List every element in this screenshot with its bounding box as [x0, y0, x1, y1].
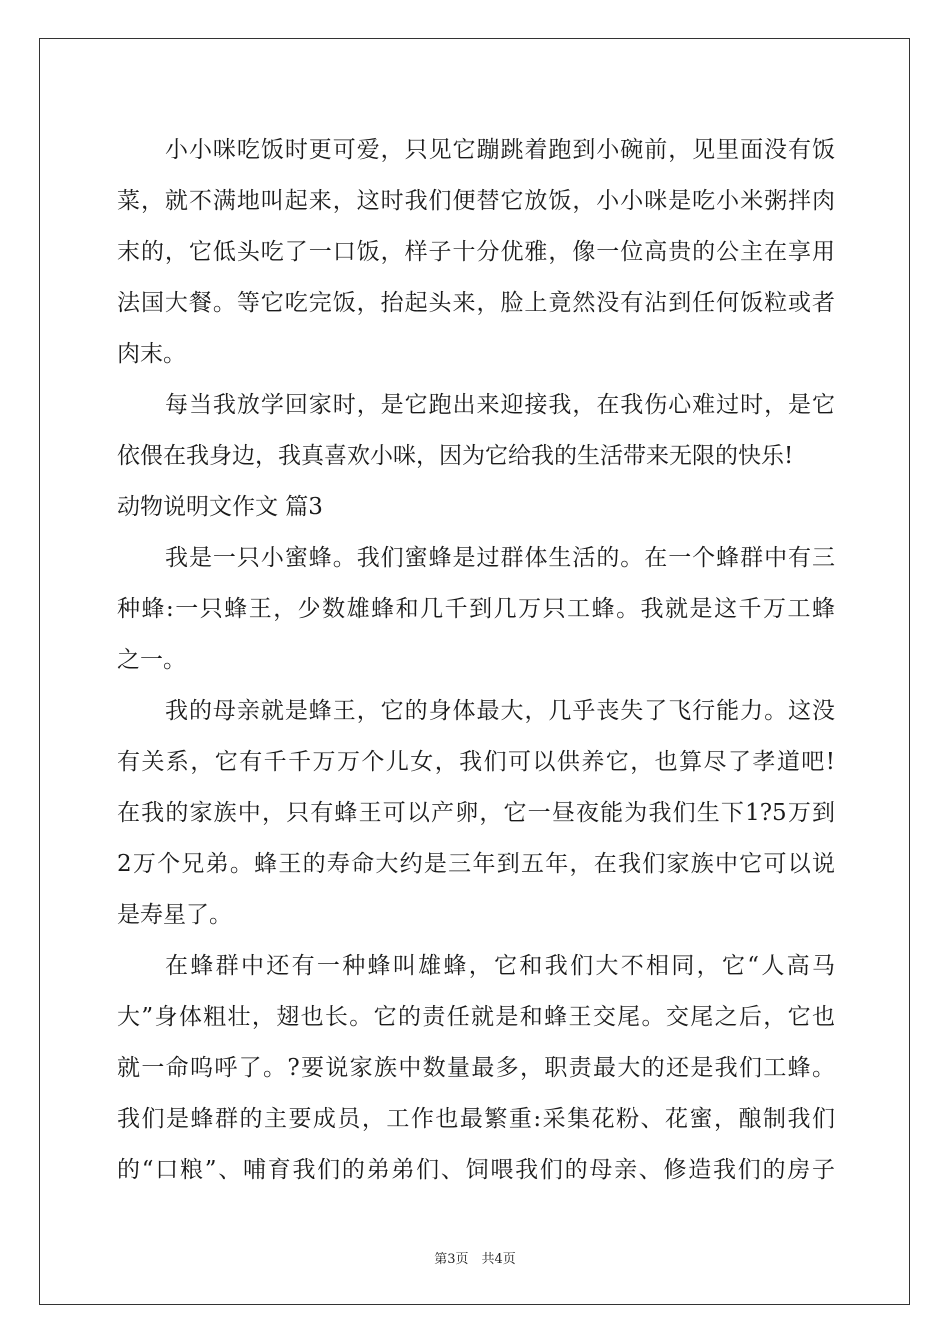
paragraph-line: 是寿星了。 — [117, 902, 232, 928]
paragraph-line: 末的，它低头吃了一口饭，样子十分优雅，像一位高贵的公主在享用 — [117, 239, 835, 265]
paragraph-line: 就一命呜呼了。?要说家族中数量最多，职责最大的还是我们工蜂。 — [117, 1055, 835, 1081]
paragraph-line: 在蜂群中还有一种蜂叫雄蜂，它和我们大不相同，它“人高马 — [165, 953, 835, 979]
section-heading: 动物说明文作文 篇3 — [117, 494, 323, 520]
paragraph-line: 小小咪吃饭时更可爱，只见它蹦跳着跑到小碗前，见里面没有饭 — [165, 137, 835, 163]
paragraph-line: 种蜂:一只蜂王，少数雄蜂和几千到几万只工蜂。我就是这千万工蜂 — [117, 596, 835, 622]
document-body — [117, 125, 835, 1196]
paragraph-line: 的“口粮”、哺育我们的弟弟们、饲喂我们的母亲、修造我们的房子 — [117, 1157, 835, 1183]
paragraph-line: 在我的家族中，只有蜂王可以产卵，它一昼夜能为我们生下1?5万到 — [117, 800, 835, 826]
paragraph-line: 大”身体粗壮，翅也长。它的责任就是和蜂王交尾。交尾之后，它也 — [117, 1004, 835, 1030]
paragraph-line: 有关系，它有千千万万个儿女，我们可以供养它，也算尽了孝道吧! — [117, 749, 835, 775]
paragraph-line: 之一。 — [117, 647, 186, 673]
paragraph-line: 菜，就不满地叫起来，这时我们便替它放饭，小小咪是吃小米粥拌肉 — [117, 188, 835, 214]
page-footer: 第3页 共4页 — [434, 1252, 516, 1267]
paragraph-line: 我们是蜂群的主要成员，工作也最繁重:采集花粉、花蜜，酿制我们 — [117, 1106, 835, 1132]
paragraph-line: 我的母亲就是蜂王，它的身体最大，几乎丧失了飞行能力。这没 — [165, 698, 835, 724]
paragraph-line: 2万个兄弟。蜂王的寿命大约是三年到五年，在我们家族中它可以说 — [117, 851, 835, 877]
paragraph-line: 依偎在我身边，我真喜欢小咪，因为它给我的生活带来无限的快乐! — [117, 443, 794, 469]
paragraph-line: 我是一只小蜜蜂。我们蜜蜂是过群体生活的。在一个蜂群中有三 — [165, 545, 835, 571]
paragraph-line: 肉末。 — [117, 341, 186, 367]
paragraph-line: 法国大餐。等它吃完饭，抬起头来，脸上竟然没有沾到任何饭粒或者 — [117, 290, 835, 316]
paragraph-line: 每当我放学回家时，是它跑出来迎接我，在我伤心难过时，是它 — [165, 392, 835, 418]
